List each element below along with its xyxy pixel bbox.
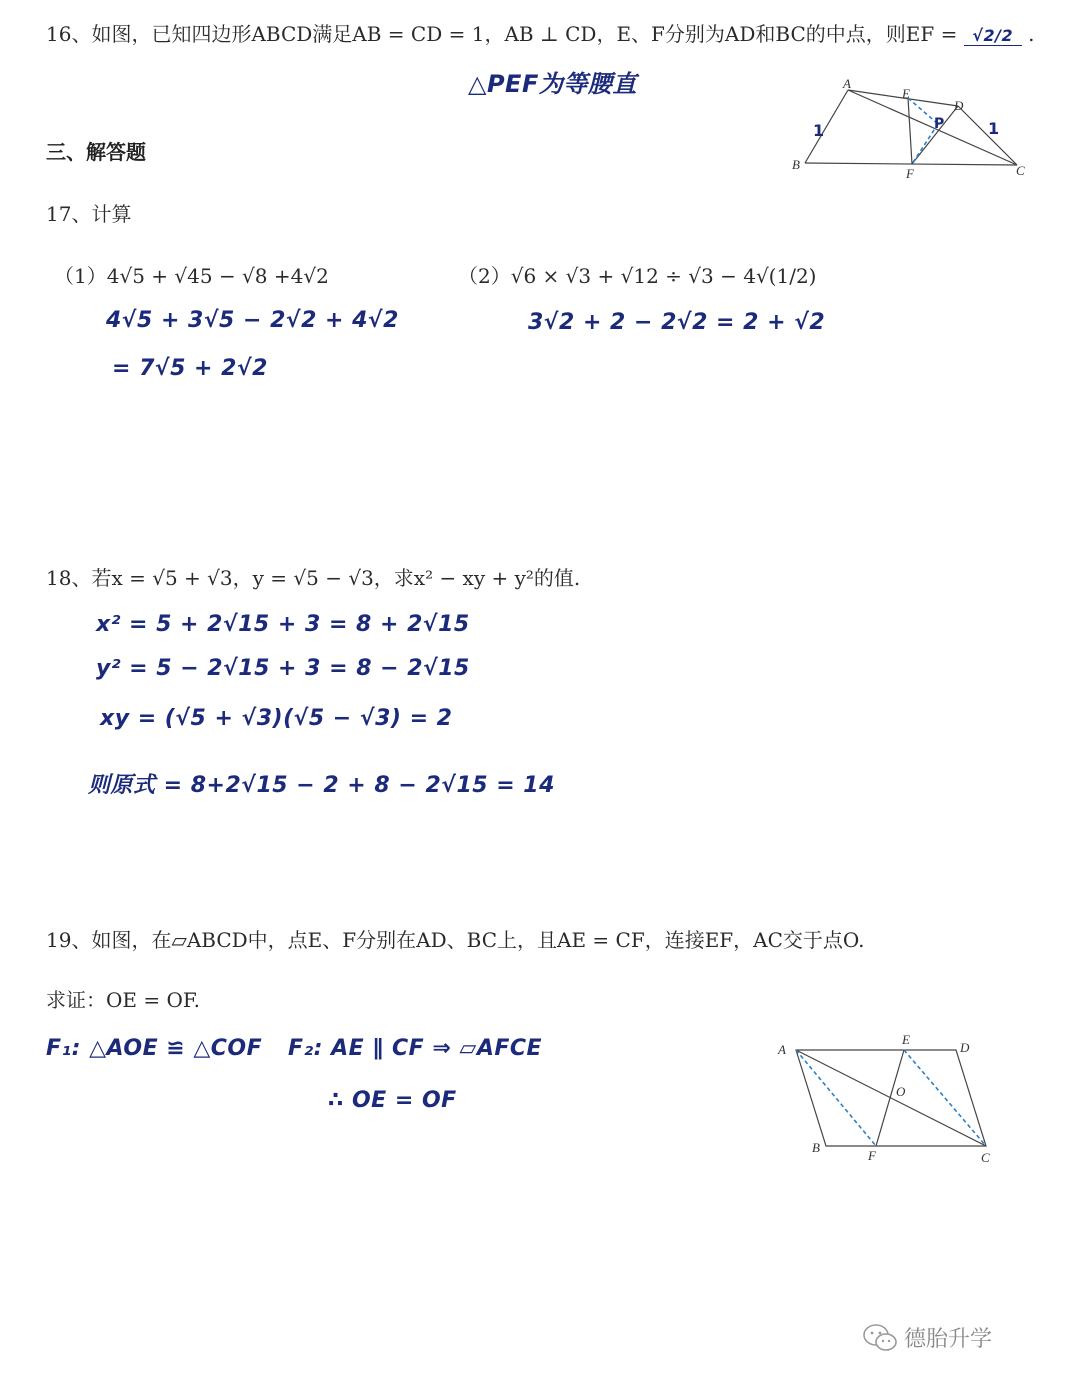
q16-label-ab-length: 1 <box>813 121 825 140</box>
q16-segment-ab <box>805 90 848 163</box>
q19-label-o: O <box>896 1084 906 1099</box>
q19-diagonal-ac <box>796 1050 986 1146</box>
q16-segment-ef <box>908 98 912 164</box>
q19-question: 19、如图，在▱ABCD中，点E、F分别在AD、BC上，且AE = CF，连接EF，AC交于点O. <box>46 928 865 952</box>
q16-label-f: F <box>906 166 914 181</box>
q19-dashed-af <box>796 1050 876 1146</box>
q17-answer2-line1: 3√2 + 2 − 2√2 = 2 + √2 <box>528 310 826 335</box>
q16-segment-fd <box>912 106 958 164</box>
q16-question-text: 16、如图，已知四边形ABCD满足AB = CD = 1，AB ⊥ CD，E、F分别为AD和BC的中点，则EF = <box>46 22 958 46</box>
q16-label-c: C <box>1016 163 1025 178</box>
q16-question <box>46 18 1034 47</box>
q19-label-a: A <box>778 1042 786 1057</box>
q19-label-e: E <box>902 1032 910 1047</box>
q19-prove: 求证：OE = OF. <box>46 988 200 1012</box>
q18-question: 18、若x = √5 + √3，y = √5 − √3，求x² − xy + y²的值. <box>46 566 581 590</box>
q16-period: . <box>1028 22 1035 46</box>
q19-dashed-ec <box>904 1050 986 1146</box>
q16-label-cd-length: 1 <box>988 119 1000 138</box>
q19-method1: F₁: △AOE ≌ △COF <box>46 1036 263 1061</box>
q16-label-a: A <box>843 78 851 91</box>
q17-title: 17、计算 <box>46 202 132 226</box>
q19-label-b: B <box>812 1140 820 1155</box>
q16-label-p: P <box>934 116 945 132</box>
q19-label-f: F <box>868 1148 876 1163</box>
q18-line1: x² = 5 + 2√15 + 3 = 8 + 2√15 <box>96 612 470 637</box>
q19-figure <box>770 1030 1010 1170</box>
q17-answer1-line2: = 7√5 + 2√2 <box>112 356 268 381</box>
watermark <box>862 1322 992 1353</box>
q16-segment-bc <box>805 163 1017 165</box>
q19-label-d: D <box>960 1040 970 1055</box>
wechat-icon <box>862 1323 898 1353</box>
watermark-text: 德胎升学 <box>904 1327 993 1352</box>
section-title: 三、解答题 <box>46 140 146 164</box>
q16-figure <box>780 78 1040 183</box>
q17-part1: （1）4√5 + √45 − √8 +4√2 <box>54 264 329 288</box>
q17-part2: （2）√6 × √3 + √12 ÷ √3 − 4√(1/2) <box>458 264 817 288</box>
q19-method2: F₂: AE ∥ CF ⇒ ▱AFCE <box>288 1036 543 1061</box>
q17-answer1-line1: 4√5 + 3√5 − 2√2 + 4√2 <box>106 308 399 333</box>
q16-label-e: E <box>902 86 910 101</box>
q18-line3: xy = (√5 + √3)(√5 − √3) = 2 <box>100 706 453 731</box>
q19-method2-conclusion: ∴ OE = OF <box>328 1088 457 1113</box>
q16-label-b: B <box>792 157 800 172</box>
q18-line2: y² = 5 − 2√15 + 3 = 8 − 2√15 <box>96 656 470 681</box>
q18-line4: 则原式 = 8+2√15 − 2 + 8 − 2√15 = 14 <box>88 773 555 798</box>
q16-label-d: D <box>954 98 964 113</box>
q19-label-c: C <box>981 1150 990 1165</box>
q16-answer: √2/2 <box>964 26 1022 46</box>
q16-note: △PEF为等腰直 <box>468 70 637 98</box>
